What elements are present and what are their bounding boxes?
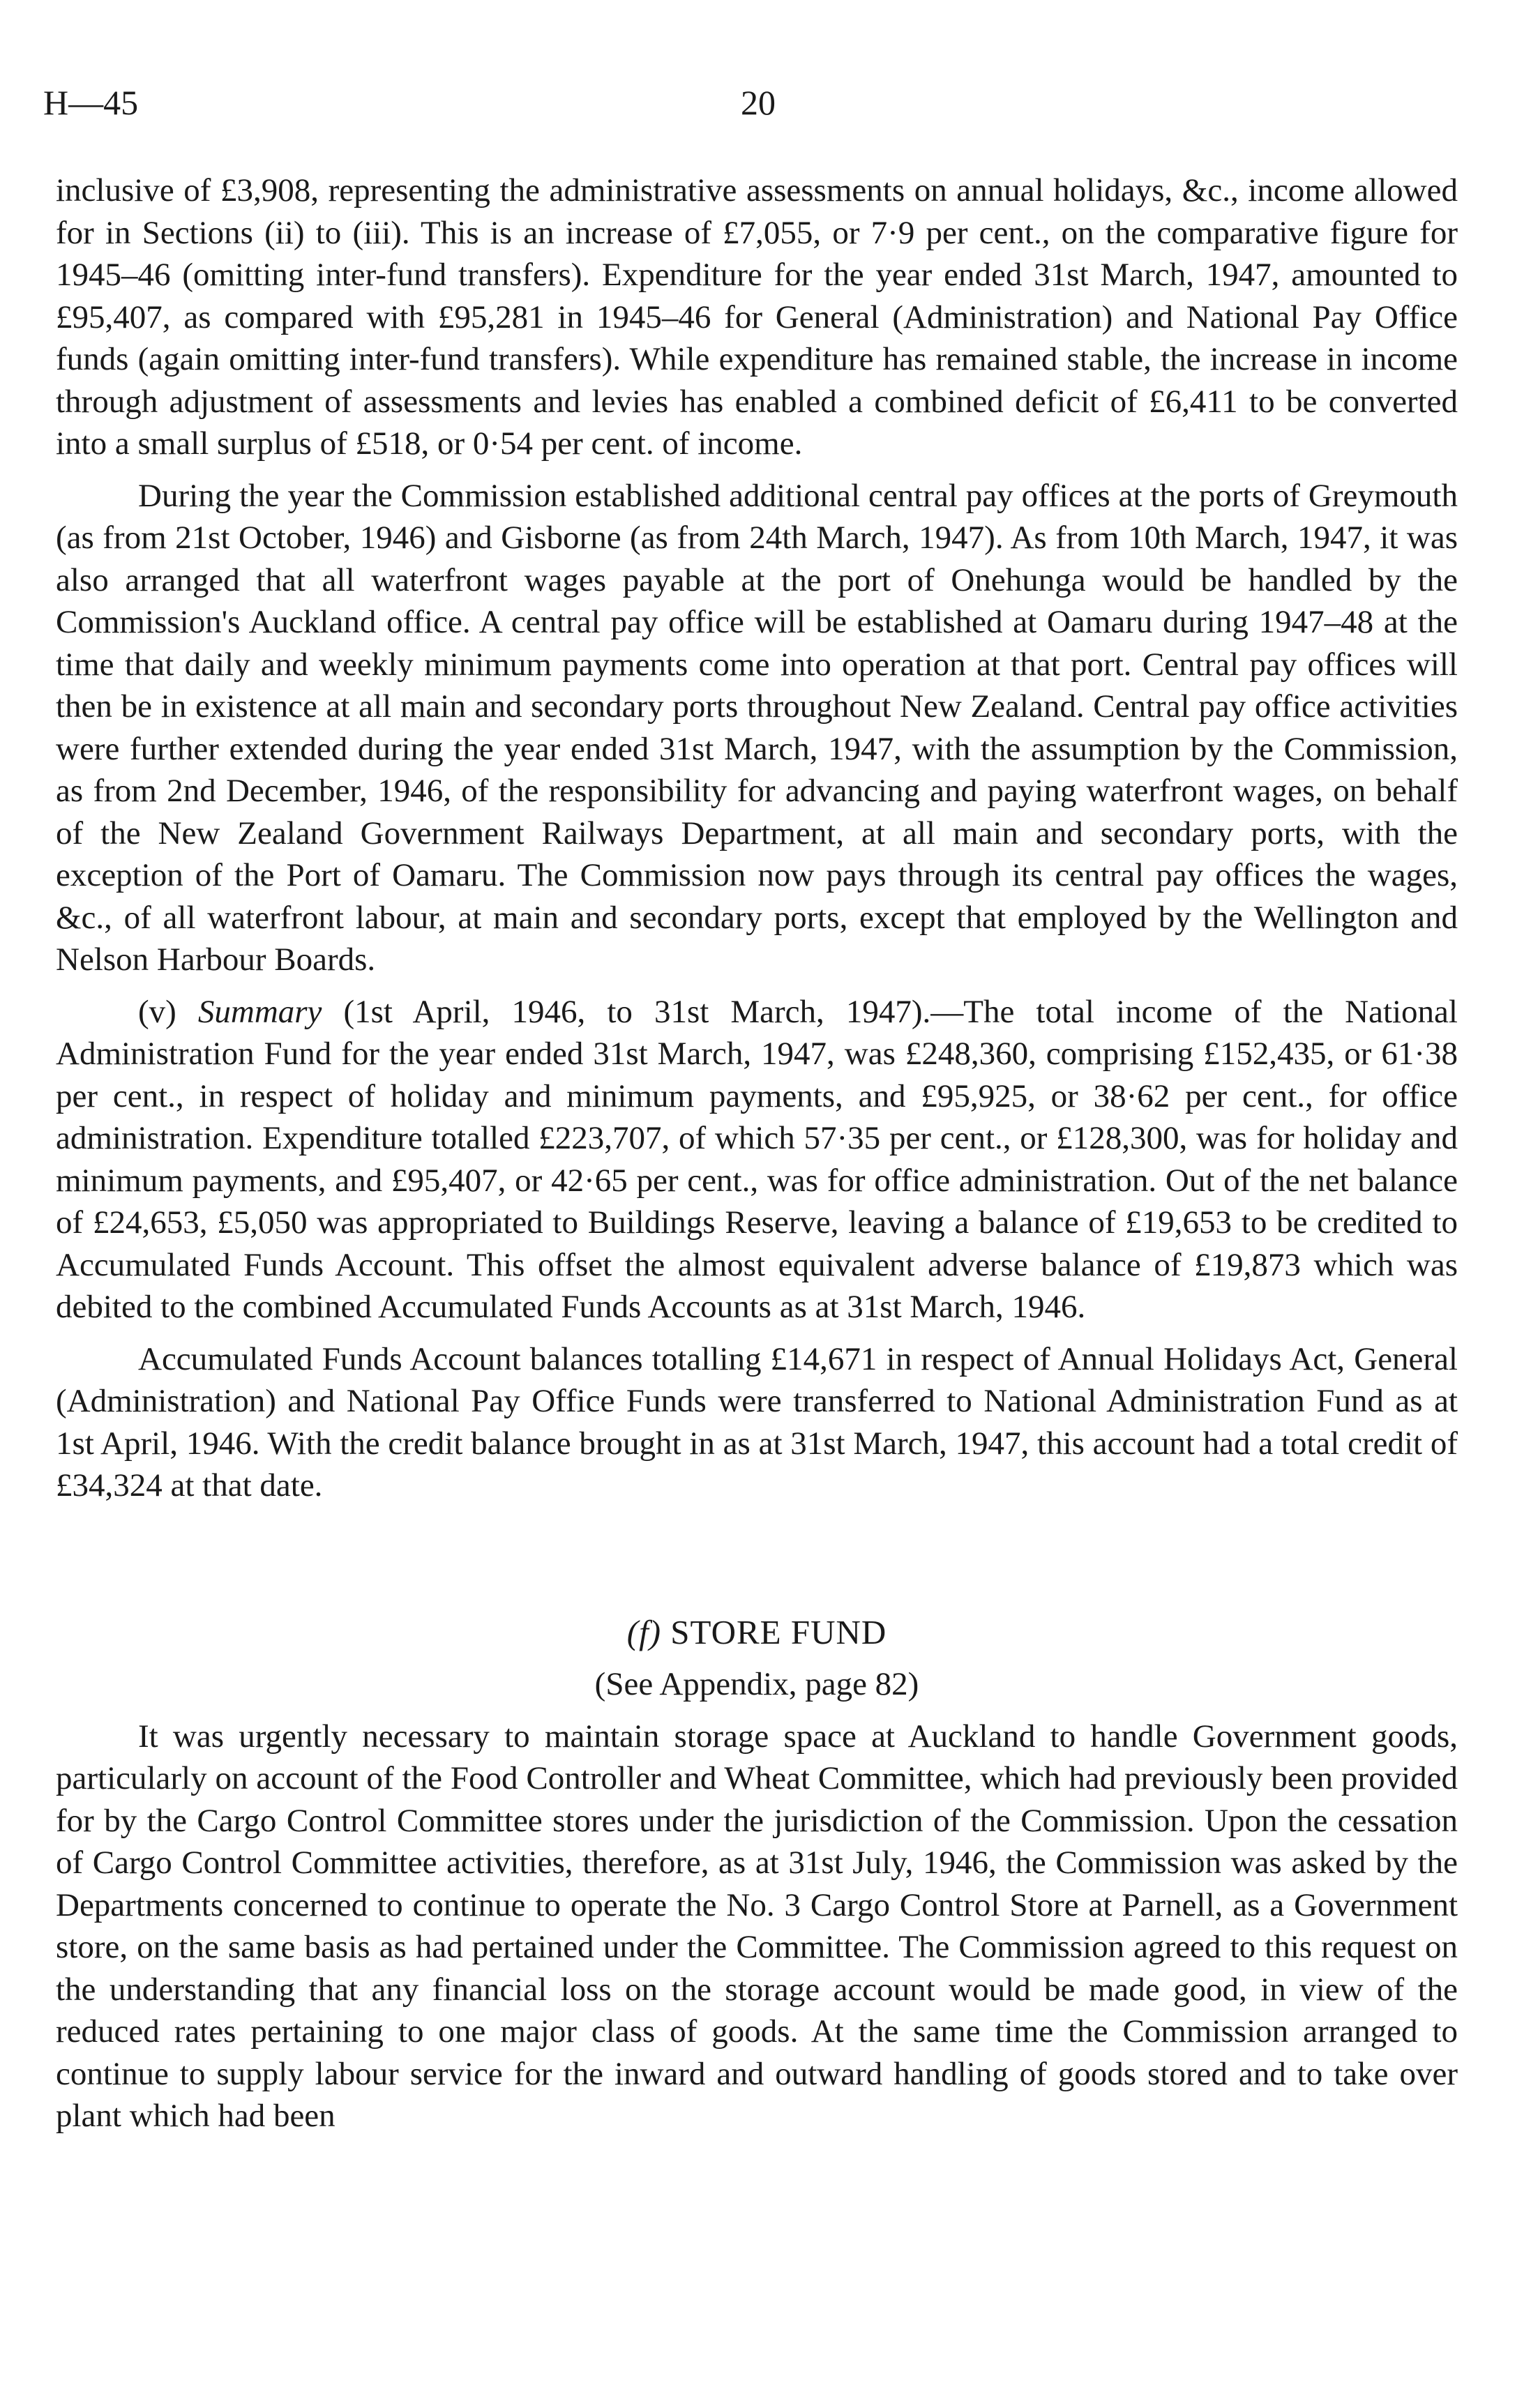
paragraph-accumulated-funds: Accumulated Funds Account balances totalling £14,671 in respect of Annual Holidays Act, General (Administration) and National Pay Office Funds were transferred to National Administration Fund as at 1st April, 1946. With the credit balance brought in as at 31st March, 1947, this account had a total credit of £34,324 at that date. bbox=[56, 1340, 1458, 1504]
paragraph-central-pay-offices: During the year the Commission established additional central pay offices at the ports of Greymouth (as from 21st October, 1946) and Gisborne (as from 24th March, 1947). As from 10th March, 1947, it was also arranged that all waterfront wages payable at the port of Onehunga would be handled by the Commission's Auckland office. A central pay office will be established at Oamaru during 1947–48 at the time that daily and weekly minimum payments come into operation at that port. Central pay offices will then be in existence at all main and secondary ports throughout New Zealand. Central pay office activities were further extended during the year ended 31st March, 1947, with the assumption by the Commission, as from 2nd December, 1946, of the responsibility for advancing and paying waterfront wages, on behalf of the New Zealand Government Railways Department, at all main and secondary ports, with the exception of the Port of Oamaru. The Commission now pays through its central pay offices the wages, &c., of all waterfront labour, at main and secondary ports, except that employed by the Wellington and Nelson Harbour Boards. bbox=[56, 477, 1458, 978]
section-heading-title: STORE FUND bbox=[661, 1612, 887, 1651]
section-heading bbox=[56, 1612, 1458, 1654]
page-body bbox=[56, 169, 1458, 2137]
summary-italic-label: Summary bbox=[197, 993, 322, 1030]
paragraph-summary bbox=[56, 991, 1458, 1328]
paragraph-store-fund: It was urgently necessary to maintain storage space at Auckland to handle Government goods, particularly on account of the Food Controller and Wheat Committee, which had previously been provided for by the Cargo Control Committee stores under the jurisdiction of the Commission. Upon the cessation of Cargo Control Committee activities, therefore, as at 31st July, 1946, the Commission was asked by the Departments concerned to continue to operate the No. 3 Cargo Control Store at Parnell, as a Government store, on the same basis as had pertained under the Committee. The Commission agreed to this request on the understanding that any financial loss on the storage account would be made good, in view of the reduced rates pertaining to one major class of goods. At the same time the Commission arranged to continue to supply labour service for the inward and outward handling of goods stored and to take over plant which had been bbox=[56, 1718, 1458, 2134]
page-number: 20 bbox=[741, 83, 776, 122]
section-heading-letter: (f) bbox=[626, 1612, 662, 1651]
document-reference: H—45 bbox=[43, 83, 139, 122]
section-subheading: (See Appendix, page 82) bbox=[594, 1666, 919, 1702]
summary-text: (1st April, 1946, to 31st March, 1947).—The total income of the National Administration Fund for the year ended 31st March, 1947, was £248,360, comprising £152,435, or 61·38 per cent., in respect of holiday and minimum payments, and £95,925, or 38·62 per cent., for office administration. Expenditure totalled £223,707, of which 57·35 per cent., or £128,300, was for holiday and minimum payments, and £95,407, or 42·65 per cent., was for office administration. Out of the net balance of £24,653, £5,050 was appropriated to Buildings Reserve, leaving a balance of £19,653 to be credited to Accumulated Funds Account. This offset the almost equivalent adverse balance of £19,873 which was debited to the combined Accumulated Funds Accounts as at 31st March, 1946. bbox=[56, 993, 1458, 1325]
page-header bbox=[43, 82, 1487, 131]
paragraph-continued-income: inclusive of £3,908, representing the administrative assessments on annual holidays, &c., income allowed for in Sections (ii) to (iii). This is an increase of £7,055, or 7·9 per cent., on the comparative figure for 1945–46 (omitting inter-fund transfers). Expenditure for the year ended 31st March, 1947, amounted to £95,407, as compared with £95,281 in 1945–46 for General (Administration) and National Pay Office funds (again omitting inter-fund transfers). While expenditure has remained stable, the increase in income through adjustment of assessments and levies has enabled a combined deficit of £6,411 to be converted into a small surplus of £518, or 0·54 per cent. of income. bbox=[56, 172, 1458, 462]
summary-prefix: (v) bbox=[138, 993, 198, 1030]
